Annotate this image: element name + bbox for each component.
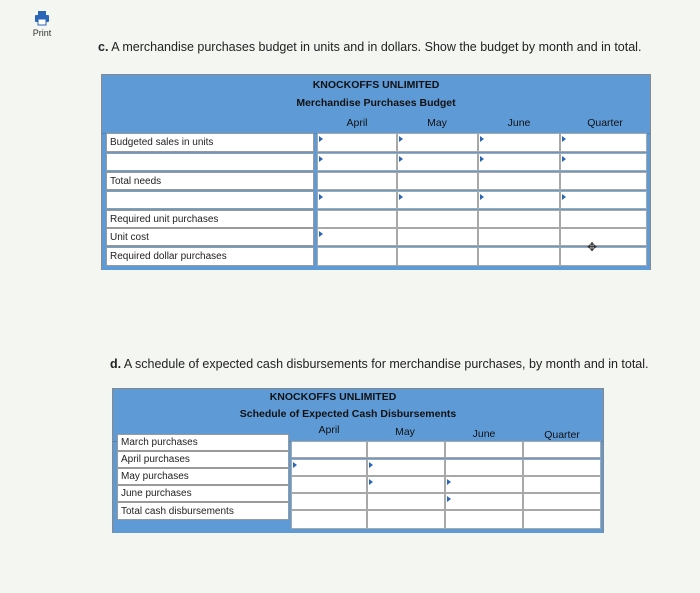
input-cell[interactable]	[478, 210, 560, 228]
row-label-blank-1[interactable]	[106, 153, 314, 171]
part-c-instruction	[98, 40, 641, 54]
input-cell[interactable]	[317, 191, 397, 209]
input-cell[interactable]	[367, 441, 445, 458]
input-cell[interactable]	[560, 247, 647, 266]
input-cell[interactable]	[560, 228, 647, 246]
col-june: June	[472, 428, 496, 440]
input-cell[interactable]	[291, 476, 367, 493]
input-cell[interactable]	[560, 210, 647, 228]
input-cell[interactable]	[317, 228, 397, 246]
row-label-may-purchases: May purchases	[117, 468, 289, 485]
printer-icon	[34, 10, 50, 26]
input-cell[interactable]	[397, 210, 478, 228]
merchandise-purchases-budget-table	[101, 74, 651, 270]
table-header	[102, 75, 650, 133]
input-cell[interactable]	[445, 510, 523, 529]
row-label-march-purchases: March purchases	[117, 434, 289, 451]
col-april: April	[318, 424, 340, 436]
input-cell[interactable]	[397, 133, 478, 152]
input-cell[interactable]	[445, 459, 523, 476]
print-button[interactable]	[28, 10, 56, 38]
part-c-text: A merchandise purchases budget in units and in dollars. Show the budget by month and in total.	[111, 40, 642, 54]
input-cell[interactable]	[317, 133, 397, 152]
input-cell[interactable]	[478, 133, 560, 152]
company-name: KNOCKOFFS UNLIMITED	[269, 391, 397, 403]
input-cell[interactable]	[445, 441, 523, 458]
input-cell[interactable]	[445, 476, 523, 493]
input-cell[interactable]	[397, 247, 478, 266]
input-cell[interactable]	[367, 493, 445, 510]
col-may: May	[427, 117, 447, 129]
row-label-unit-cost: Unit cost	[106, 228, 314, 246]
input-cell[interactable]	[478, 191, 560, 209]
row-label-june-purchases: June purchases	[117, 485, 289, 502]
print-label: Print	[32, 28, 52, 38]
part-c-letter: c.	[98, 40, 109, 54]
row-label-total-needs: Total needs	[106, 172, 314, 190]
input-cell[interactable]	[291, 510, 367, 529]
input-cell[interactable]	[317, 247, 397, 266]
input-cell[interactable]	[478, 228, 560, 246]
input-cell[interactable]	[478, 153, 560, 171]
col-april: April	[346, 117, 368, 129]
input-cell[interactable]	[478, 172, 560, 190]
row-label-april-purchases: April purchases	[117, 451, 289, 468]
part-d-letter: d.	[110, 357, 122, 371]
cash-disbursements-table	[112, 388, 604, 533]
input-cell[interactable]	[523, 476, 601, 493]
input-cell[interactable]	[397, 228, 478, 246]
input-cell[interactable]	[291, 493, 367, 510]
table-title: Schedule of Expected Cash Disbursements	[239, 408, 457, 420]
input-cell[interactable]	[367, 476, 445, 493]
input-cell[interactable]	[445, 493, 523, 510]
input-cell[interactable]	[523, 493, 601, 510]
input-cell[interactable]	[367, 459, 445, 476]
input-cell[interactable]	[291, 441, 367, 458]
input-cell[interactable]	[397, 191, 478, 209]
input-cell[interactable]	[317, 210, 397, 228]
row-label-total-cash-disbursements: Total cash disbursements	[117, 502, 289, 520]
input-cell[interactable]	[523, 441, 601, 458]
company-name: KNOCKOFFS UNLIMITED	[312, 79, 440, 91]
row-label-budgeted-sales: Budgeted sales in units	[106, 133, 314, 152]
input-cell[interactable]	[560, 172, 647, 190]
input-cell[interactable]	[560, 133, 647, 152]
input-cell[interactable]	[291, 459, 367, 476]
col-quarter: Quarter	[587, 117, 623, 129]
col-quarter: Quarter	[544, 429, 580, 441]
input-cell[interactable]	[317, 172, 397, 190]
table-title: Merchandise Purchases Budget	[296, 97, 456, 109]
input-cell[interactable]	[523, 459, 601, 476]
row-label-required-dollar-purchases: Required dollar purchases	[106, 247, 314, 266]
input-cell[interactable]	[523, 510, 601, 529]
part-d-text: A schedule of expected cash disbursements for merchandise purchases, by month and in total.	[123, 357, 649, 371]
input-cell[interactable]	[367, 510, 445, 529]
row-label-required-unit-purchases: Required unit purchases	[106, 210, 314, 228]
part-d-instruction	[110, 357, 649, 371]
input-cell[interactable]	[560, 191, 647, 209]
move-cursor-icon: ✥	[587, 240, 598, 254]
input-cell[interactable]	[397, 153, 478, 171]
input-cell[interactable]	[397, 172, 478, 190]
col-may: May	[395, 426, 415, 438]
input-cell[interactable]	[317, 153, 397, 171]
col-june: June	[507, 117, 531, 129]
row-label-blank-2[interactable]	[106, 191, 314, 209]
input-cell[interactable]	[478, 247, 560, 266]
input-cell[interactable]	[560, 153, 647, 171]
